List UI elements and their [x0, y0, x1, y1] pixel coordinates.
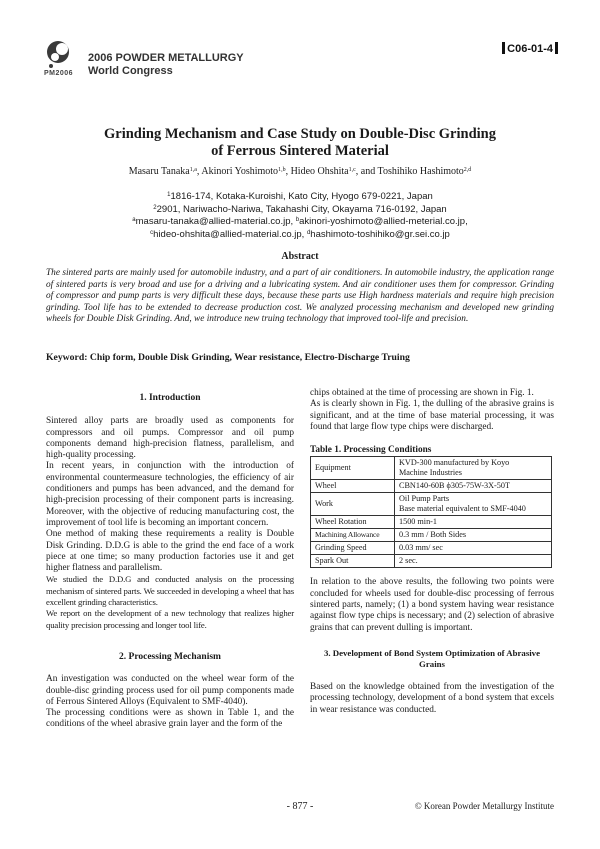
- paragraph: In relation to the above results, the following two points were concluded for wheels used for double-disc processing of ferrous sintered parts, namely; (1) a bond system having wear resistance against flow type chips is necessary; and (2) selection of abrasive grains that can prevent dulling is important.: [310, 577, 554, 633]
- table-row: [311, 457, 552, 480]
- paragraph: We report on the development of a new technology that realizes higher quality precision processing and longer tool life.: [46, 608, 294, 630]
- table-cell: Wheel Rotation: [311, 516, 395, 529]
- section-heading: 3. Development of Bond System Optimization of Abrasive Grains: [323, 647, 540, 669]
- author-name: Toshihiko Hashimoto: [377, 166, 464, 177]
- paragraph: chips obtained at the time of processing are shown in Fig. 1.: [310, 388, 534, 398]
- title-line-2: of Ferrous Sintered Material: [211, 143, 389, 159]
- table-cell: Grinding Speed: [311, 542, 395, 555]
- author-sup: 1,b: [278, 167, 286, 173]
- affiliations: [40, 190, 560, 240]
- table-caption: Table 1. Processing Conditions: [310, 445, 432, 456]
- section-heading: 1. Introduction: [139, 393, 201, 403]
- table-row: [311, 555, 552, 568]
- email-link[interactable]: hashimoto-toshihiko@gr.sei.co.jp: [310, 228, 450, 240]
- paper-code: C06-01-4: [507, 43, 553, 55]
- paragraph: In recent years, in conjunction with the introduction of environmental countermeasure technologies, the efficiency of air conditioners and pumps has been advanced, and the demand for high-precision processing of their component parts is increasing. Moreover, with the objective of reducing manufacturing cost, the improvement of tool life is becoming an important concern.: [46, 461, 294, 528]
- copyright-notice: © Korean Powder Metallurgy Institute: [414, 801, 554, 811]
- table-cell: 2 sec.: [395, 555, 552, 568]
- conference-subtitle: World Congress: [88, 65, 173, 77]
- right-column: [310, 388, 554, 716]
- email-link[interactable]: masaru-tanaka@allied-material.co.jp: [135, 216, 291, 228]
- paragraph: Based on the knowledge obtained from the investigation of the processing technology, development of a bond system that excels in wear resistance was conducted.: [310, 681, 554, 715]
- title-line-1: Grinding Mechanism and Case Study on Double-Disc Grinding: [104, 126, 496, 142]
- table-row: [311, 529, 552, 542]
- table-row: [311, 480, 552, 493]
- table-cell: 0.3 mm / Both Sides: [395, 529, 552, 542]
- paragraph: One method of making these requirements a reality is Double Disk Grinding. D.D.G is able to the grind the end face of a work piece at one time; so many production factories use it and get higher flatness and parallelism.: [46, 529, 294, 574]
- table-cell: Oil Pump Parts Base material equivalent to SMF-4040: [395, 493, 552, 516]
- email-line: $^c$hideo-ohshita@allied-material.co.jp, $^d$hashimoto-toshihiko@gr.sei.co.jp: [150, 228, 450, 240]
- paper-code-badge: [500, 42, 560, 55]
- left-column: [46, 393, 294, 731]
- affiliation-line: $^2$2901, Nariwacho-Nariwa, Takahashi City, Okayama 716-0192, Japan: [153, 203, 447, 215]
- abstract-heading: Abstract: [281, 251, 319, 262]
- keywords: Keyword: Chip form, Double Disk Grinding, Wear resistance, Electro-Discharge Truing: [46, 352, 410, 363]
- paragraph: An investigation was conducted on the wheel wear form of the double-disc grinding process used for oil pump components made of Ferrous Sintered Alloys (Equivalent to SMF-4040).: [46, 674, 294, 707]
- table-row: [311, 516, 552, 529]
- table-row: [311, 542, 552, 555]
- author-sup: 1,a: [189, 167, 197, 173]
- author-name: Masaru Tanaka: [128, 166, 190, 177]
- email-link[interactable]: akinori-yoshimoto@allied-meterial.co.jp: [299, 216, 466, 228]
- paragraph: As is clearly shown in Fig. 1, the dulling of the abrasive grains is significant, and at the time of base material processing, it was found that large flow type chips were discharged.: [310, 399, 554, 432]
- table-cell: Machining Allowance: [311, 529, 395, 542]
- processing-conditions-table: [310, 456, 552, 568]
- table-cell: Equipment: [311, 457, 395, 480]
- paragraph: The processing conditions were as shown in Table 1, and the conditions of the wheel abrasive grain layer and the form of the: [46, 708, 294, 730]
- table-row: [311, 493, 552, 516]
- paragraph: Sintered alloy parts are broadly used as components for compressors and oil pumps. Compressor and oil pump components demand high-precision flatness, parallelism, and high-quality processing.: [46, 416, 294, 461]
- author-sup: 1,c: [348, 167, 356, 173]
- table-cell: 1500 min-1: [395, 516, 552, 529]
- table-cell: Spark Out: [311, 555, 395, 568]
- paper-title: [60, 126, 540, 160]
- logo-year-text: PM2006: [44, 70, 74, 77]
- author-list: Masaru Tanaka$^{1,a}$, Akinori Yoshimoto$^{1,b}$, Hideo Ohshita$^{1,c}$, and Toshihiko Hashimoto$^{2,d}$: [128, 166, 472, 177]
- table-cell: 0.03 mm/ sec: [395, 542, 552, 555]
- email-link[interactable]: hideo-ohshita@allied-material.co.jp: [153, 228, 302, 240]
- page-number: - 877 -: [286, 801, 314, 812]
- section-heading: 2. Processing Mechanism: [119, 651, 221, 662]
- author-name: Akinori Yoshimoto: [201, 166, 279, 177]
- table-cell: CBN140-60B ϕ305-75W-3X-50T: [395, 480, 552, 493]
- author-name: Hideo Ohshita: [290, 166, 349, 177]
- table-cell: Work: [311, 493, 395, 516]
- conference-name: 2006 POWDER METALLURGY: [88, 52, 244, 64]
- author-sup: 2,d: [463, 167, 472, 173]
- paragraph: We studied the D.D.G and conducted analysis on the processing mechanism of sintered parts. We succeeded in developing a wheel that has excellent grinding characteristics.: [46, 574, 294, 608]
- table-cell: Wheel: [311, 480, 395, 493]
- affiliation-line: $^1$1816-174, Kotaka-Kuroishi, Kato City, Hyogo 679-0221, Japan: [167, 191, 433, 202]
- abstract-text: The sintered parts are mainly used for automobile industry, and a part of air conditioners. In automobile industry, the application range of sintered parts is very broad and use for a driving and a lubricating system. And air conditioner uses them for compressor. Grinding of compressor and pump parts is very difficult these days, because these parts use High hardness materials and require high precision grinding. Tool life has to be extended to decrease production cost. We analyzed processing mechanism and developed new grinding wheels for Double Disk Grinding. And, we introduce new truing technology that improved tool-life and precision.: [46, 268, 554, 325]
- email-line: $^a$masaru-tanaka@allied-material.co.jp, $^b$akinori-yoshimoto@allied-meterial.co.jp,: [132, 216, 468, 228]
- table-cell: KVD-300 manufactured by Koyo Machine Industries: [395, 457, 552, 480]
